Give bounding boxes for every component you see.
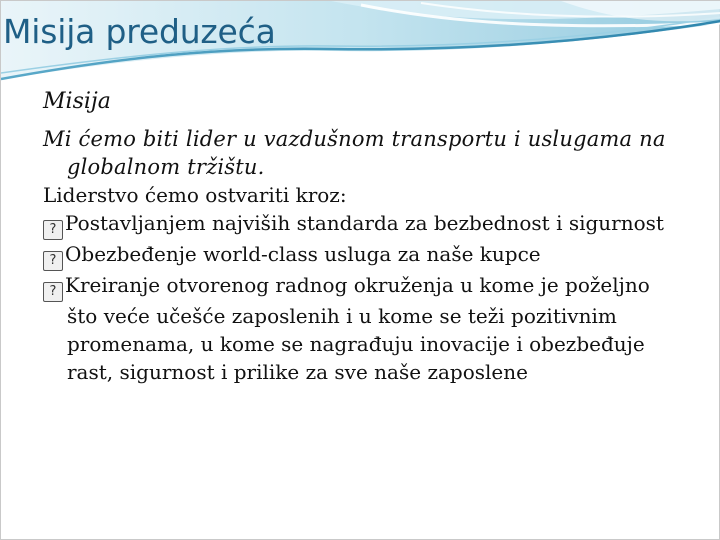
bullet-item — [43, 209, 683, 240]
bullet-icon: ? — [43, 220, 63, 240]
section-heading: Misija — [43, 89, 111, 114]
intro-text: Liderstvo ćemo ostvariti kroz: — [43, 183, 347, 207]
bullet-icon: ? — [43, 251, 63, 271]
bullet-item — [43, 240, 683, 271]
bullet-icon: ? — [43, 282, 63, 302]
bullet-text: Postavljanjem najviših standarda za bezbednost i sigurnost — [65, 211, 664, 235]
bullet-text: Obezbeđenje world-class usluga za naše kupce — [65, 242, 541, 266]
bullet-item — [43, 271, 683, 386]
bullet-text: Kreiranje otvorenog radnog okruženja u kome je poželjno što veće učešće zaposlenih i u kome se teži pozitivnim promenama, u kome se nagrađuju inovacije i obezbeđuje rast, sigurnost i prilike za sve naše zaposlene — [65, 273, 650, 384]
mission-statement: Mi ćemo biti lider u vazdušnom transportu i uslugama na globalnom tržištu. — [43, 127, 666, 179]
slide-title: Misija preduzeća — [3, 12, 276, 51]
slide-body — [43, 87, 683, 386]
